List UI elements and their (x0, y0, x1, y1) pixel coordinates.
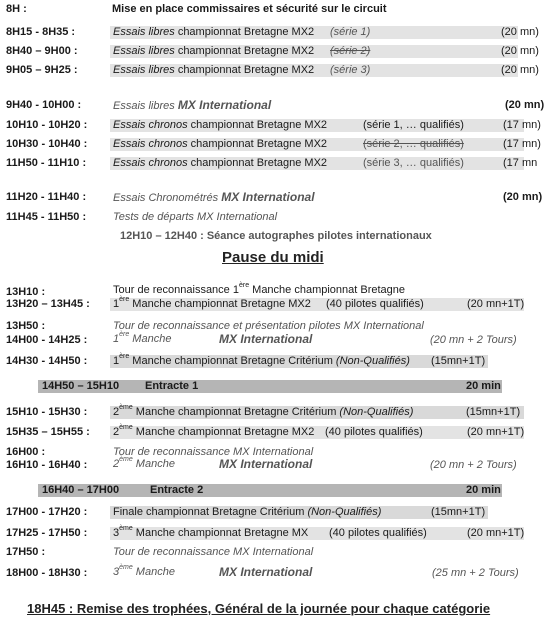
category-label: MX International (219, 565, 313, 579)
series-label: (série 3, … qualifiés) (363, 157, 464, 169)
time-label: 13H50 : (6, 320, 46, 332)
event-label: Finale championnat Bretagne Critérium (Non-Qualifiés) (113, 506, 382, 518)
series-label: (série 2, … qualifiés) (363, 138, 464, 150)
event-label: 1ère Manche championnat Bretagne MX2 (113, 296, 311, 310)
series-label: (série 2) (330, 45, 371, 57)
duration-label: 20 min (466, 484, 501, 496)
duration-label: (20 mn) (503, 191, 543, 203)
event-label: Essais libres championnat Bretagne MX2 (113, 26, 315, 38)
intermission-label: Entracte 2 (150, 484, 204, 496)
time-label: 11H45 - 11H50 : (6, 211, 87, 223)
event-label: Mise en place commissaires et sécurité sur le circuit (112, 3, 387, 15)
time-label: 11H50 - 11H10 : (6, 157, 87, 169)
duration-label: (20 mn + 2 Tours) (430, 334, 517, 346)
event-label: Essais libres MX International (113, 98, 272, 112)
intermission-label: Entracte 1 (145, 380, 199, 392)
event-label: Essais libres championnat Bretagne MX2 (113, 64, 315, 76)
duration-label: (25 mn + 2 Tours) (432, 567, 519, 579)
time-label: 16H00 : (6, 446, 46, 458)
category-label: MX International (219, 332, 313, 346)
duration-label: (17 mn) (503, 119, 541, 131)
duration-label: (20 mn) (501, 26, 539, 38)
event-label: Essais chronos championnat Bretagne MX2 (113, 119, 328, 131)
event-label: Tour de reconnaissance MX International (113, 446, 314, 458)
event-label: Tour de reconnaissance et présentation pilotes MX International (113, 320, 424, 332)
time-label: 17H25 - 17H50 : (6, 527, 88, 539)
awards-footer: 18H45 : Remise des trophées, Général de la journée pour chaque catégorie (27, 601, 491, 616)
duration-label: (20 mn+1T) (467, 298, 525, 310)
time-label: 8H : (6, 3, 27, 15)
time-label: 13H20 – 13H45 : (6, 298, 90, 310)
duration-label: (20 mn+1T) (467, 527, 525, 539)
event-label: Tour de reconnaissance 1ère Manche championnat Bretagne (113, 282, 406, 296)
series-label: (série 3) (330, 64, 371, 76)
event-label: Essais chronos championnat Bretagne MX2 (113, 138, 328, 150)
time-label: 10H10 - 10H20 : (6, 119, 88, 131)
time-label: 15H35 – 15H55 : (6, 426, 90, 438)
time-label: 15H10 - 15H30 : (6, 406, 88, 418)
duration-label: (20 mn+1T) (467, 426, 525, 438)
time-label: 14H30 - 14H50 : (6, 355, 88, 367)
autograph-session-label: 12H10 – 12H40 : Séance autographes pilotes internationaux (120, 230, 432, 242)
event-label: 2ème Manche championnat Bretagne MX2 (113, 424, 315, 438)
pilots-label: (40 pilotes qualifiés) (326, 298, 424, 310)
event-label: Essais Chronométrés MX International (113, 190, 315, 204)
duration-label: (15mn+1T) (431, 506, 486, 518)
duration-label: (15mn+1T) (431, 355, 486, 367)
time-label: 8H40 – 9H00 : (6, 45, 78, 57)
duration-label: (17 mn) (503, 138, 541, 150)
time-label: 16H40 – 17H00 (42, 484, 120, 496)
event-label: 2ème Manche championnat Bretagne Critérium (Non-Qualifiés) (113, 404, 414, 418)
event-label: Essais chronos championnat Bretagne MX2 (113, 157, 328, 169)
series-label: (série 1) (330, 26, 371, 38)
time-label: 9H40 - 10H00 : (6, 99, 82, 111)
time-label: 9H05 – 9H25 : (6, 64, 78, 76)
time-label: 10H30 - 10H40 : (6, 138, 88, 150)
series-label: (série 1, … qualifiés) (363, 119, 464, 131)
time-label: 11H20 - 11H40 : (6, 191, 87, 203)
event-label: 3ème Manche championnat Bretagne MX (113, 525, 309, 539)
event-label: 2ème Manche (113, 456, 175, 470)
duration-label: (20 mn) (501, 45, 539, 57)
duration-label: 20 min (466, 380, 501, 392)
pilots-label: (40 pilotes qualifiés) (325, 426, 423, 438)
time-label: 14H50 – 15H10 (42, 380, 120, 392)
time-label: 13H10 : (6, 286, 46, 298)
event-label: 3ème Manche (113, 564, 175, 578)
pilots-label: (40 pilotes qualifiés) (329, 527, 427, 539)
duration-label: (15mn+1T) (466, 406, 521, 418)
duration-label: (20 mn) (501, 64, 539, 76)
duration-label: (17 mn (503, 157, 538, 169)
event-label: 1ère Manche (113, 331, 172, 345)
section-title: Pause du midi (222, 249, 324, 266)
category-label: MX International (219, 457, 313, 471)
time-label: 16H10 - 16H40 : (6, 459, 88, 471)
time-label: 8H15 - 8H35 : (6, 26, 76, 38)
event-label: Tour de reconnaissance MX International (113, 546, 314, 558)
time-label: 17H50 : (6, 546, 46, 558)
event-label: Essais libres championnat Bretagne MX2 (113, 45, 315, 57)
event-label: Tests de départs MX International (113, 211, 278, 223)
duration-label: (20 mn) (505, 99, 545, 111)
duration-label: (20 mn + 2 Tours) (430, 459, 517, 471)
event-label: 1ère Manche championnat Bretagne Critérium (Non-Qualifiés) (113, 353, 410, 367)
time-label: 14H00 - 14H25 : (6, 334, 88, 346)
time-label: 17H00 - 17H20 : (6, 506, 88, 518)
time-label: 18H00 - 18H30 : (6, 567, 88, 579)
